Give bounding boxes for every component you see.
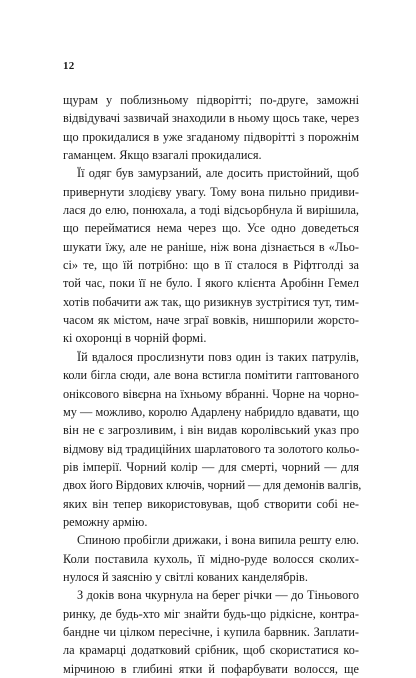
text-line: оніксового вівєрна на їхньому вбранні. Чорне на чорно- bbox=[63, 386, 359, 401]
text-line: бандне чи цілком пересічне, і купила барвник. Заплати- bbox=[63, 624, 359, 639]
text-line: сі» те, що їй потрібно: що в її сталося в Ріфтголді за bbox=[63, 258, 359, 273]
text-line: він не є загрозливим, і він видав королівський указ про bbox=[63, 423, 359, 438]
text-line: хотів побачити аж так, що ризикнув зустрітися тут, тим- bbox=[63, 294, 359, 309]
text-line: що перейматися нема через що. Усе одно доведеться bbox=[63, 221, 359, 236]
text-line: мірчиною в глибині ятки й пофарбувати волосся, ще bbox=[63, 661, 359, 676]
text-line: лася до елю, понюхала, а тоді відсьорбнула й вирішила, bbox=[63, 203, 359, 218]
text-line: гаманцем. Якщо взагалі прокидалися. bbox=[63, 148, 262, 163]
text-line: З доків вона чкурнула на берег річки — до Тіньового bbox=[77, 588, 359, 603]
text-line: нулося й заяснію у світлі кованих канделябрів. bbox=[63, 569, 308, 584]
text-line: двох його Вірдових ключів, чорний — для демонів валгів, bbox=[63, 478, 362, 493]
text-line: відмову від традиційних шарлатового та золотого кольо- bbox=[63, 441, 360, 456]
text-line: привернути злодієву увагу. Тому вона пильно придиви- bbox=[63, 184, 359, 199]
text-line: що прокидалися в уже згаданому підворітті з порожнім bbox=[63, 129, 359, 144]
text-line: му — можливо, королю Адарлену набридло вдавати, що bbox=[63, 404, 359, 419]
body-text bbox=[63, 91, 362, 678]
text-line: Спиною пробігли дрижаки, і вона випила решту елю. bbox=[77, 533, 359, 548]
text-line: реможну армію. bbox=[63, 514, 148, 529]
text-line: ринку, де будь-хто міг знайти будь-що рідкісне, контра- bbox=[63, 606, 359, 621]
text-line: яких він тепер використовував, щоб створити собі не- bbox=[63, 496, 359, 511]
text-line: шукати їжу, але не раніше, ніж вона дізнається в «Льо- bbox=[63, 239, 359, 254]
text-line: ла крамарці додатковий срібник, щоб скористатися ко- bbox=[63, 643, 359, 658]
text-line: щурам у поблизньому підворітті; по-друге, заможні bbox=[63, 93, 359, 107]
text-line: кі охоронці в чорній формі. bbox=[63, 331, 207, 346]
text-line: Їй вдалося прослизнути повз один із таких патрулів, bbox=[77, 349, 359, 364]
page-number: 12 bbox=[63, 60, 75, 72]
text-line: рів імперії. Чорний колір — для смерті, чорний — для bbox=[63, 459, 359, 474]
text-line: Коли поставила кухоль, її мідно-руде волосся сколих- bbox=[63, 551, 359, 566]
text-line: Її одяг був замурзаний, але досить пристойний, щоб bbox=[77, 166, 359, 181]
text-line: часом як містом, наче зграї вовків, нишпорили жорсто- bbox=[63, 313, 359, 328]
text-line: коли бігла сюди, але вона встигла помітити гаптованого bbox=[63, 368, 359, 383]
text-line: той час, поки її не було. І якого клієнта Аробінн Гемел bbox=[63, 276, 359, 291]
text-line: відвідувачі зазвичай знаходили в ньому щось таке, через bbox=[63, 111, 360, 126]
